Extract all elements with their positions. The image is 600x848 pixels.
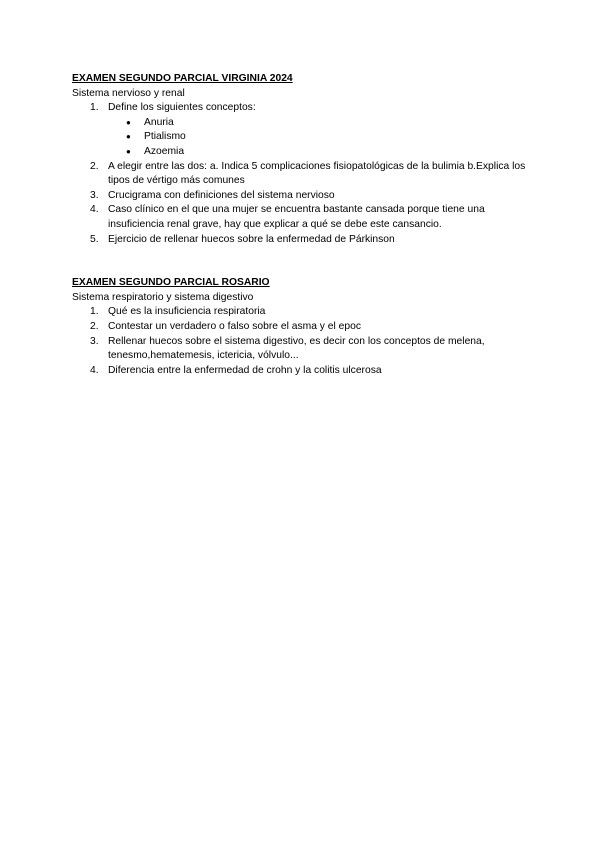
question-list: [72, 101, 528, 247]
question-number: 2.: [90, 160, 99, 172]
question-number: 3.: [90, 335, 99, 347]
section-spacer: [72, 247, 528, 276]
question-text: Ejercicio de rellenar huecos sobre la enfermedad de Párkinson: [108, 233, 395, 245]
question-number: 5.: [90, 233, 99, 245]
section-title: EXAMEN SEGUNDO PARCIAL VIRGINIA 2024: [72, 73, 293, 84]
concept-text: Anuria: [144, 116, 174, 128]
question-item: [72, 305, 528, 320]
section-subtitle: Sistema nervioso y renal: [72, 87, 185, 99]
section-subtitle: Sistema respiratorio y sistema digestivo: [72, 291, 254, 303]
question-item: [72, 364, 528, 379]
question-text: Define los siguientes conceptos:: [108, 102, 256, 114]
question-number: 4.: [90, 204, 99, 216]
concept-text: Ptialismo: [144, 131, 186, 143]
concept-list: [108, 116, 528, 160]
document-page: [72, 72, 528, 378]
question-text: Caso clínico en el que una mujer se encuentra bastante cansada porque tiene una insuficiencia renal grave, hay que explicar a qué se debe este cansancio.: [108, 204, 485, 230]
question-number: 2.: [90, 320, 99, 332]
question-item: [72, 233, 528, 248]
question-text: Qué es la insuficiencia respiratoria: [108, 306, 266, 318]
bullet-icon: ●: [126, 146, 131, 156]
question-item: [72, 189, 528, 204]
question-text: Diferencia entre la enfermedad de crohn y la colitis ulcerosa: [108, 364, 382, 376]
concept-item: [108, 116, 528, 131]
concept-text: Azoemia: [144, 145, 185, 157]
question-item: [72, 160, 528, 189]
question-item: [72, 101, 528, 159]
section-title: EXAMEN SEGUNDO PARCIAL ROSARIO: [72, 277, 270, 289]
question-text: Contestar un verdadero o falso sobre el asma y el epoc: [108, 320, 361, 332]
question-text: Rellenar huecos sobre el sistema digestivo, es decir con los conceptos de melena, tenesmo,hematemesis, ictericia, vólvulo...: [108, 335, 485, 362]
question-item: [72, 203, 528, 232]
concept-item: [108, 130, 528, 145]
question-item: [72, 335, 528, 364]
question-number: 1.: [90, 102, 99, 114]
question-text: A elegir entre las dos: a. Indica 5 complicaciones fisiopatológicas de la bulimia b.Explica los tipos de vértigo más comunes: [108, 160, 526, 187]
question-list: [72, 305, 528, 378]
question-number: 4.: [90, 364, 99, 376]
bullet-icon: ●: [126, 117, 131, 127]
question-item: [72, 320, 528, 335]
question-text: Crucigrama con definiciones del sistema nervioso: [108, 189, 335, 201]
bullet-icon: ●: [126, 132, 131, 142]
exam-section-virginia: [72, 72, 528, 247]
concept-item: [108, 145, 528, 160]
exam-section-rosario: [72, 276, 528, 378]
question-number: 1.: [90, 306, 99, 318]
question-number: 3.: [90, 189, 99, 201]
